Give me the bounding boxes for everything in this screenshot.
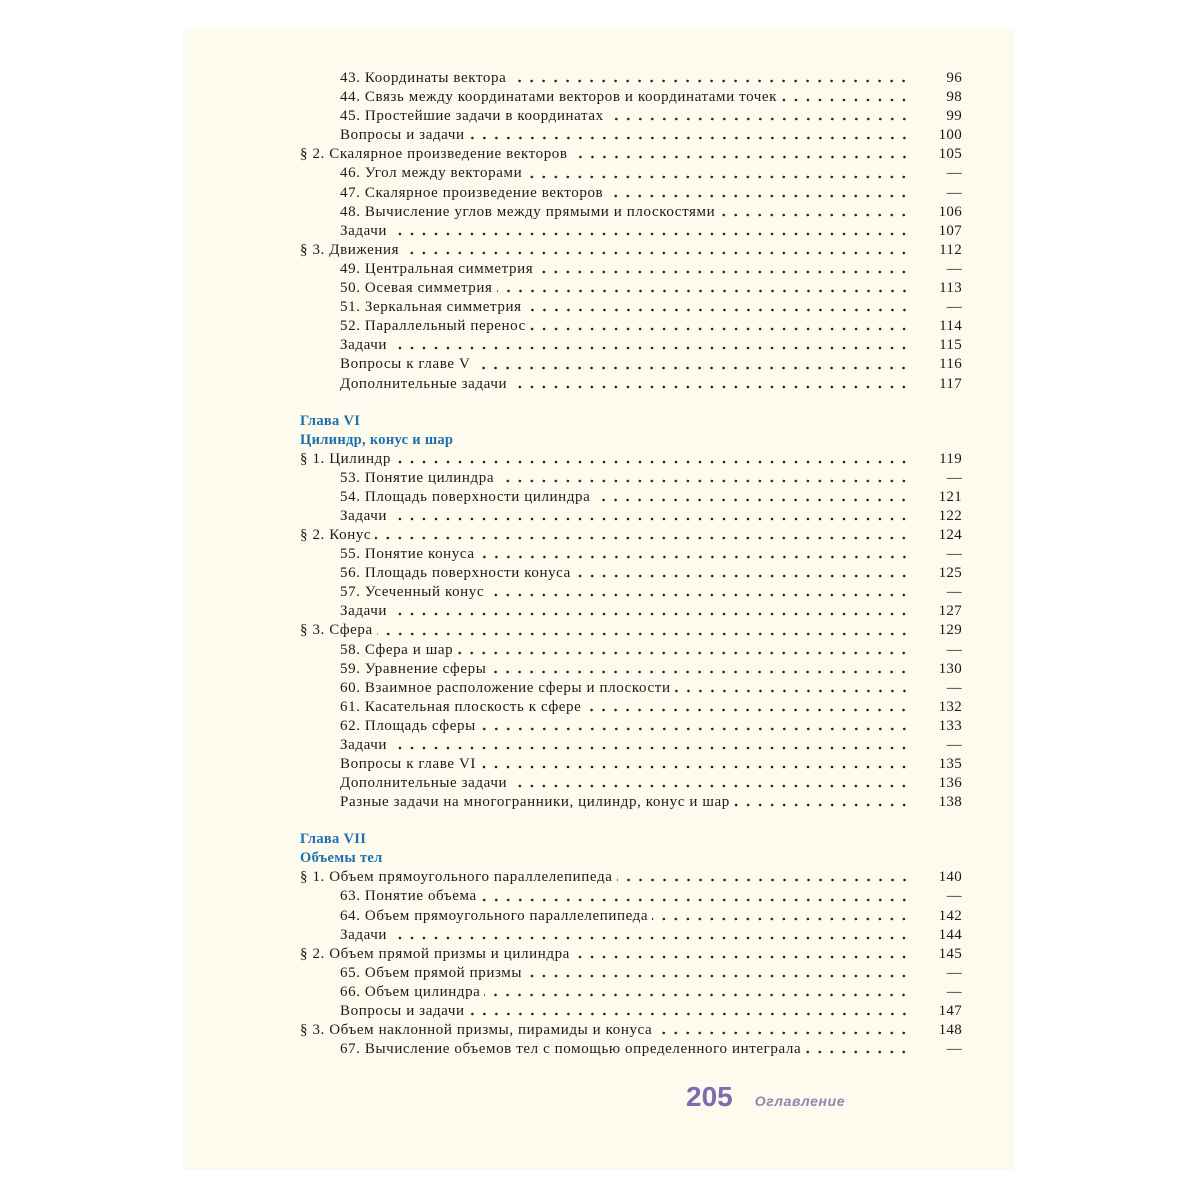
toc-item-row	[300, 564, 962, 583]
toc-page-number: —	[946, 469, 962, 486]
toc-entry-title: Задачи	[340, 926, 388, 943]
toc-entry-title: 53. Понятие цилиндра	[340, 469, 495, 486]
toc-page-number: —	[946, 641, 962, 658]
toc-entry-title: § 3. Сфера	[300, 622, 373, 639]
dot-leader	[526, 307, 910, 313]
toc-page-number: —	[946, 584, 962, 601]
toc-page-number: 130	[938, 660, 962, 677]
chapter-heading: Глава VI	[300, 412, 361, 429]
toc-entry-title: Разные задачи на многогранники, цилиндр, конус и шар	[340, 794, 730, 811]
toc-page-number: —	[946, 299, 962, 316]
table-of-contents	[300, 69, 962, 1059]
dot-leader	[585, 707, 910, 713]
dot-leader	[474, 365, 910, 371]
toc-item-row	[300, 926, 962, 945]
toc-section-row	[300, 945, 962, 964]
dot-leader	[457, 650, 910, 656]
toc-item-row	[300, 317, 962, 336]
toc-entry-title: Задачи	[340, 507, 388, 524]
toc-item-row	[300, 679, 962, 698]
dot-leader	[607, 193, 910, 199]
dot-leader	[391, 745, 910, 751]
toc-page-number: 117	[939, 375, 962, 392]
toc-entry-title: Задачи	[340, 337, 388, 354]
toc-page-number: 125	[938, 565, 962, 582]
toc-entry-title: 44. Связь между координатами векторов и координатами точек	[340, 89, 778, 106]
dot-leader	[490, 669, 910, 675]
toc-item-row	[300, 1040, 962, 1059]
toc-item-row	[300, 184, 962, 203]
toc-page-number: 140	[938, 869, 962, 886]
toc-page-number: 121	[938, 488, 962, 505]
dot-leader	[391, 345, 910, 351]
toc-item-row	[300, 545, 962, 564]
dot-leader	[391, 935, 910, 941]
toc-item-row	[300, 793, 962, 812]
toc-entry-title: Дополнительные задачи	[340, 375, 508, 392]
toc-entry-title: 62. Площадь сферы	[340, 717, 476, 734]
dot-leader	[391, 516, 910, 522]
toc-entry-title: § 1. Цилиндр	[300, 450, 391, 467]
dot-leader	[617, 877, 911, 883]
toc-page-number: 107	[938, 222, 962, 239]
dot-leader	[574, 954, 910, 960]
toc-entry-title: 49. Центральная симметрия	[340, 260, 534, 277]
toc-item-row	[300, 907, 962, 926]
dot-leader	[377, 631, 910, 637]
toc-item-row	[300, 279, 962, 298]
dot-leader	[480, 764, 910, 770]
toc-entry-title: 45. Простейшие задачи в координатах	[340, 108, 604, 125]
dot-leader	[391, 611, 910, 617]
dot-leader	[675, 688, 910, 694]
toc-page-number: 135	[938, 756, 962, 773]
toc-entry-title: 47. Скалярное произведение векторов	[340, 184, 604, 201]
toc-entry-title: 50. Осевая симметрия	[340, 280, 493, 297]
toc-entry-title: § 2. Конус	[300, 526, 372, 543]
chapter-heading: Глава VII	[300, 831, 367, 848]
toc-section-row	[300, 145, 962, 164]
toc-entry-title: 54. Площадь поверхности цилиндра	[340, 488, 591, 505]
running-title: Оглавление	[754, 1093, 846, 1109]
toc-page-number: —	[946, 679, 962, 696]
toc-page-number: 145	[938, 945, 962, 962]
toc-entry-title: Дополнительные задачи	[340, 775, 508, 792]
dot-leader	[480, 726, 910, 732]
toc-section-row	[300, 241, 962, 260]
toc-item-row	[300, 583, 962, 602]
toc-page-number: 147	[938, 1003, 962, 1020]
toc-section-row	[300, 621, 962, 640]
toc-section-row	[300, 450, 962, 469]
toc-entry-title: Задачи	[340, 737, 388, 753]
toc-entry-title: 58. Сфера и шар	[340, 641, 454, 658]
toc-item-row	[300, 507, 962, 526]
toc-item-row	[300, 641, 962, 660]
toc-section-row	[300, 526, 962, 545]
toc-page-number: —	[946, 1041, 962, 1058]
toc-section-row	[300, 868, 962, 887]
toc-section-row	[300, 1021, 962, 1040]
dot-leader	[805, 1049, 910, 1055]
toc-item-row	[300, 107, 962, 126]
chapter-spacer	[300, 812, 962, 830]
toc-page-number: 144	[938, 926, 962, 943]
dot-leader	[395, 459, 910, 465]
chapter-heading: Объемы тел	[300, 850, 383, 867]
toc-page-number: 96	[946, 70, 962, 86]
chapter-heading: Цилиндр, конус и шар	[300, 431, 454, 448]
toc-item-row	[300, 488, 962, 507]
toc-entry-title: § 3. Движения	[300, 241, 400, 258]
toc-page-number: —	[946, 184, 962, 201]
dot-leader	[479, 554, 910, 560]
toc-page-number: 100	[938, 127, 962, 144]
dot-leader	[469, 1011, 910, 1017]
toc-page-number: 132	[938, 698, 962, 715]
toc-entry-title: 46. Угол между векторами	[340, 165, 523, 182]
toc-item-row	[300, 983, 962, 1002]
toc-item-row	[300, 336, 962, 355]
toc-item-row	[300, 260, 962, 279]
toc-entry-title: Вопросы к главе V	[340, 356, 471, 373]
toc-page-number: 112	[939, 241, 962, 258]
dot-leader	[510, 78, 910, 84]
toc-page-number: 113	[939, 280, 962, 297]
dot-leader	[511, 384, 910, 390]
toc-item-row	[300, 164, 962, 183]
toc-page-number: 142	[938, 907, 962, 924]
toc-entry-title: 65. Объем прямой призмы	[340, 964, 523, 981]
toc-item-row	[300, 88, 962, 107]
toc-item-row	[300, 717, 962, 736]
toc-page-number: —	[946, 165, 962, 182]
toc-page-number: —	[946, 546, 962, 563]
dot-leader	[526, 174, 910, 180]
chapter-spacer	[300, 394, 962, 412]
toc-item-row	[300, 774, 962, 793]
toc-page-number: 133	[938, 717, 962, 734]
toc-entry-title: 52. Параллельный перенос	[340, 318, 526, 335]
toc-entry-title: Задачи	[340, 603, 388, 620]
dot-leader	[537, 269, 910, 275]
toc-page-number: 114	[939, 318, 962, 335]
dot-leader	[469, 135, 910, 141]
toc-entry-title: § 1. Объем прямоугольного параллелепипеда	[300, 869, 613, 886]
dot-leader	[484, 992, 910, 998]
toc-item-row	[300, 755, 962, 774]
toc-item-row	[300, 298, 962, 317]
dot-leader	[719, 212, 910, 218]
toc-page-number: —	[946, 260, 962, 277]
toc-page-number: 124	[938, 526, 962, 543]
dot-leader	[498, 478, 910, 484]
dot-leader	[575, 573, 910, 579]
dot-leader	[488, 592, 910, 598]
toc-entry-title: 43. Координаты вектора	[340, 70, 507, 86]
toc-entry-title: § 2. Объем прямой призмы и цилиндра	[300, 945, 570, 962]
toc-entry-title: 66. Объем цилиндра	[340, 983, 481, 1000]
toc-item-row	[300, 126, 962, 145]
toc-entry-title: 51. Зеркальная симметрия	[340, 299, 522, 316]
toc-item-row	[300, 375, 962, 394]
dot-leader	[781, 97, 910, 103]
toc-item-row	[300, 222, 962, 241]
dot-leader	[497, 288, 910, 294]
dot-leader	[530, 326, 910, 332]
dot-leader	[608, 116, 910, 122]
toc-item-row	[300, 660, 962, 679]
toc-entry-title: 48. Вычисление углов между прямыми и плоскостями	[340, 203, 716, 220]
toc-entry-title: 57. Усеченный конус	[340, 584, 485, 601]
toc-page-number: —	[946, 737, 962, 753]
dot-leader	[391, 231, 910, 237]
toc-page-number: 116	[939, 356, 962, 373]
toc-item-row	[300, 355, 962, 374]
toc-item-row	[300, 964, 962, 983]
dot-leader	[481, 897, 910, 903]
toc-page-number: —	[946, 888, 962, 905]
dot-leader	[652, 916, 910, 922]
toc-page-number: 106	[938, 203, 962, 220]
toc-entry-title: 55. Понятие конуса	[340, 546, 475, 563]
toc-item-row	[300, 469, 962, 488]
toc-entry-title: Вопросы и задачи	[340, 127, 465, 144]
toc-entry-title: 56. Площадь поверхности конуса	[340, 565, 571, 582]
dot-leader	[572, 154, 910, 160]
toc-entry-title: Вопросы к главе VI	[340, 756, 476, 773]
toc-item-row	[300, 1002, 962, 1021]
toc-entry-title: § 2. Скалярное произведение векторов	[300, 146, 568, 163]
toc-item-row	[300, 698, 962, 717]
toc-entry-title: Вопросы и задачи	[340, 1003, 465, 1020]
toc-entry-title: 64. Объем прямоугольного параллелепипеда	[340, 907, 649, 924]
toc-page-number: 148	[938, 1022, 962, 1039]
toc-item-row	[300, 69, 962, 88]
toc-page-number: 119	[939, 450, 962, 467]
dot-leader	[511, 783, 910, 789]
toc-page-number: 115	[939, 337, 962, 354]
toc-page-number: 98	[946, 89, 962, 106]
toc-page-number: —	[946, 964, 962, 981]
toc-page-number: 129	[938, 622, 962, 639]
toc-entry-title: Задачи	[340, 222, 388, 239]
toc-page-number: 136	[938, 775, 962, 792]
toc-item-row	[300, 602, 962, 621]
page-number: 205	[686, 1081, 733, 1112]
toc-page-number: 105	[938, 146, 962, 163]
toc-entry-title: 63. Понятие объема	[340, 888, 477, 905]
toc-entry-title: 59. Уравнение сферы	[340, 660, 487, 677]
dot-leader	[734, 802, 910, 808]
toc-entry-title: 60. Взаимное расположение сферы и плоскости	[340, 679, 671, 696]
toc-item-row	[300, 736, 962, 755]
toc-page-number: 138	[938, 794, 962, 811]
toc-page-number: —	[946, 983, 962, 1000]
toc-item-row	[300, 203, 962, 222]
toc-page-number: 122	[938, 507, 962, 524]
toc-entry-title: § 3. Объем наклонной призмы, пирамиды и конуса	[300, 1022, 653, 1039]
dot-leader	[526, 973, 910, 979]
toc-item-row	[300, 887, 962, 906]
toc-entry-title: 67. Вычисление объемов тел с помощью определенного интеграла	[340, 1041, 802, 1058]
dot-leader	[403, 250, 910, 256]
dot-leader	[594, 497, 910, 503]
dot-leader	[375, 535, 910, 541]
toc-page-number: 99	[946, 108, 962, 125]
toc-entry-title: 61. Касательная плоскость к сфере	[340, 698, 582, 715]
page-footer	[686, 1081, 845, 1113]
toc-page-number: 127	[938, 603, 962, 620]
dot-leader	[656, 1030, 910, 1036]
